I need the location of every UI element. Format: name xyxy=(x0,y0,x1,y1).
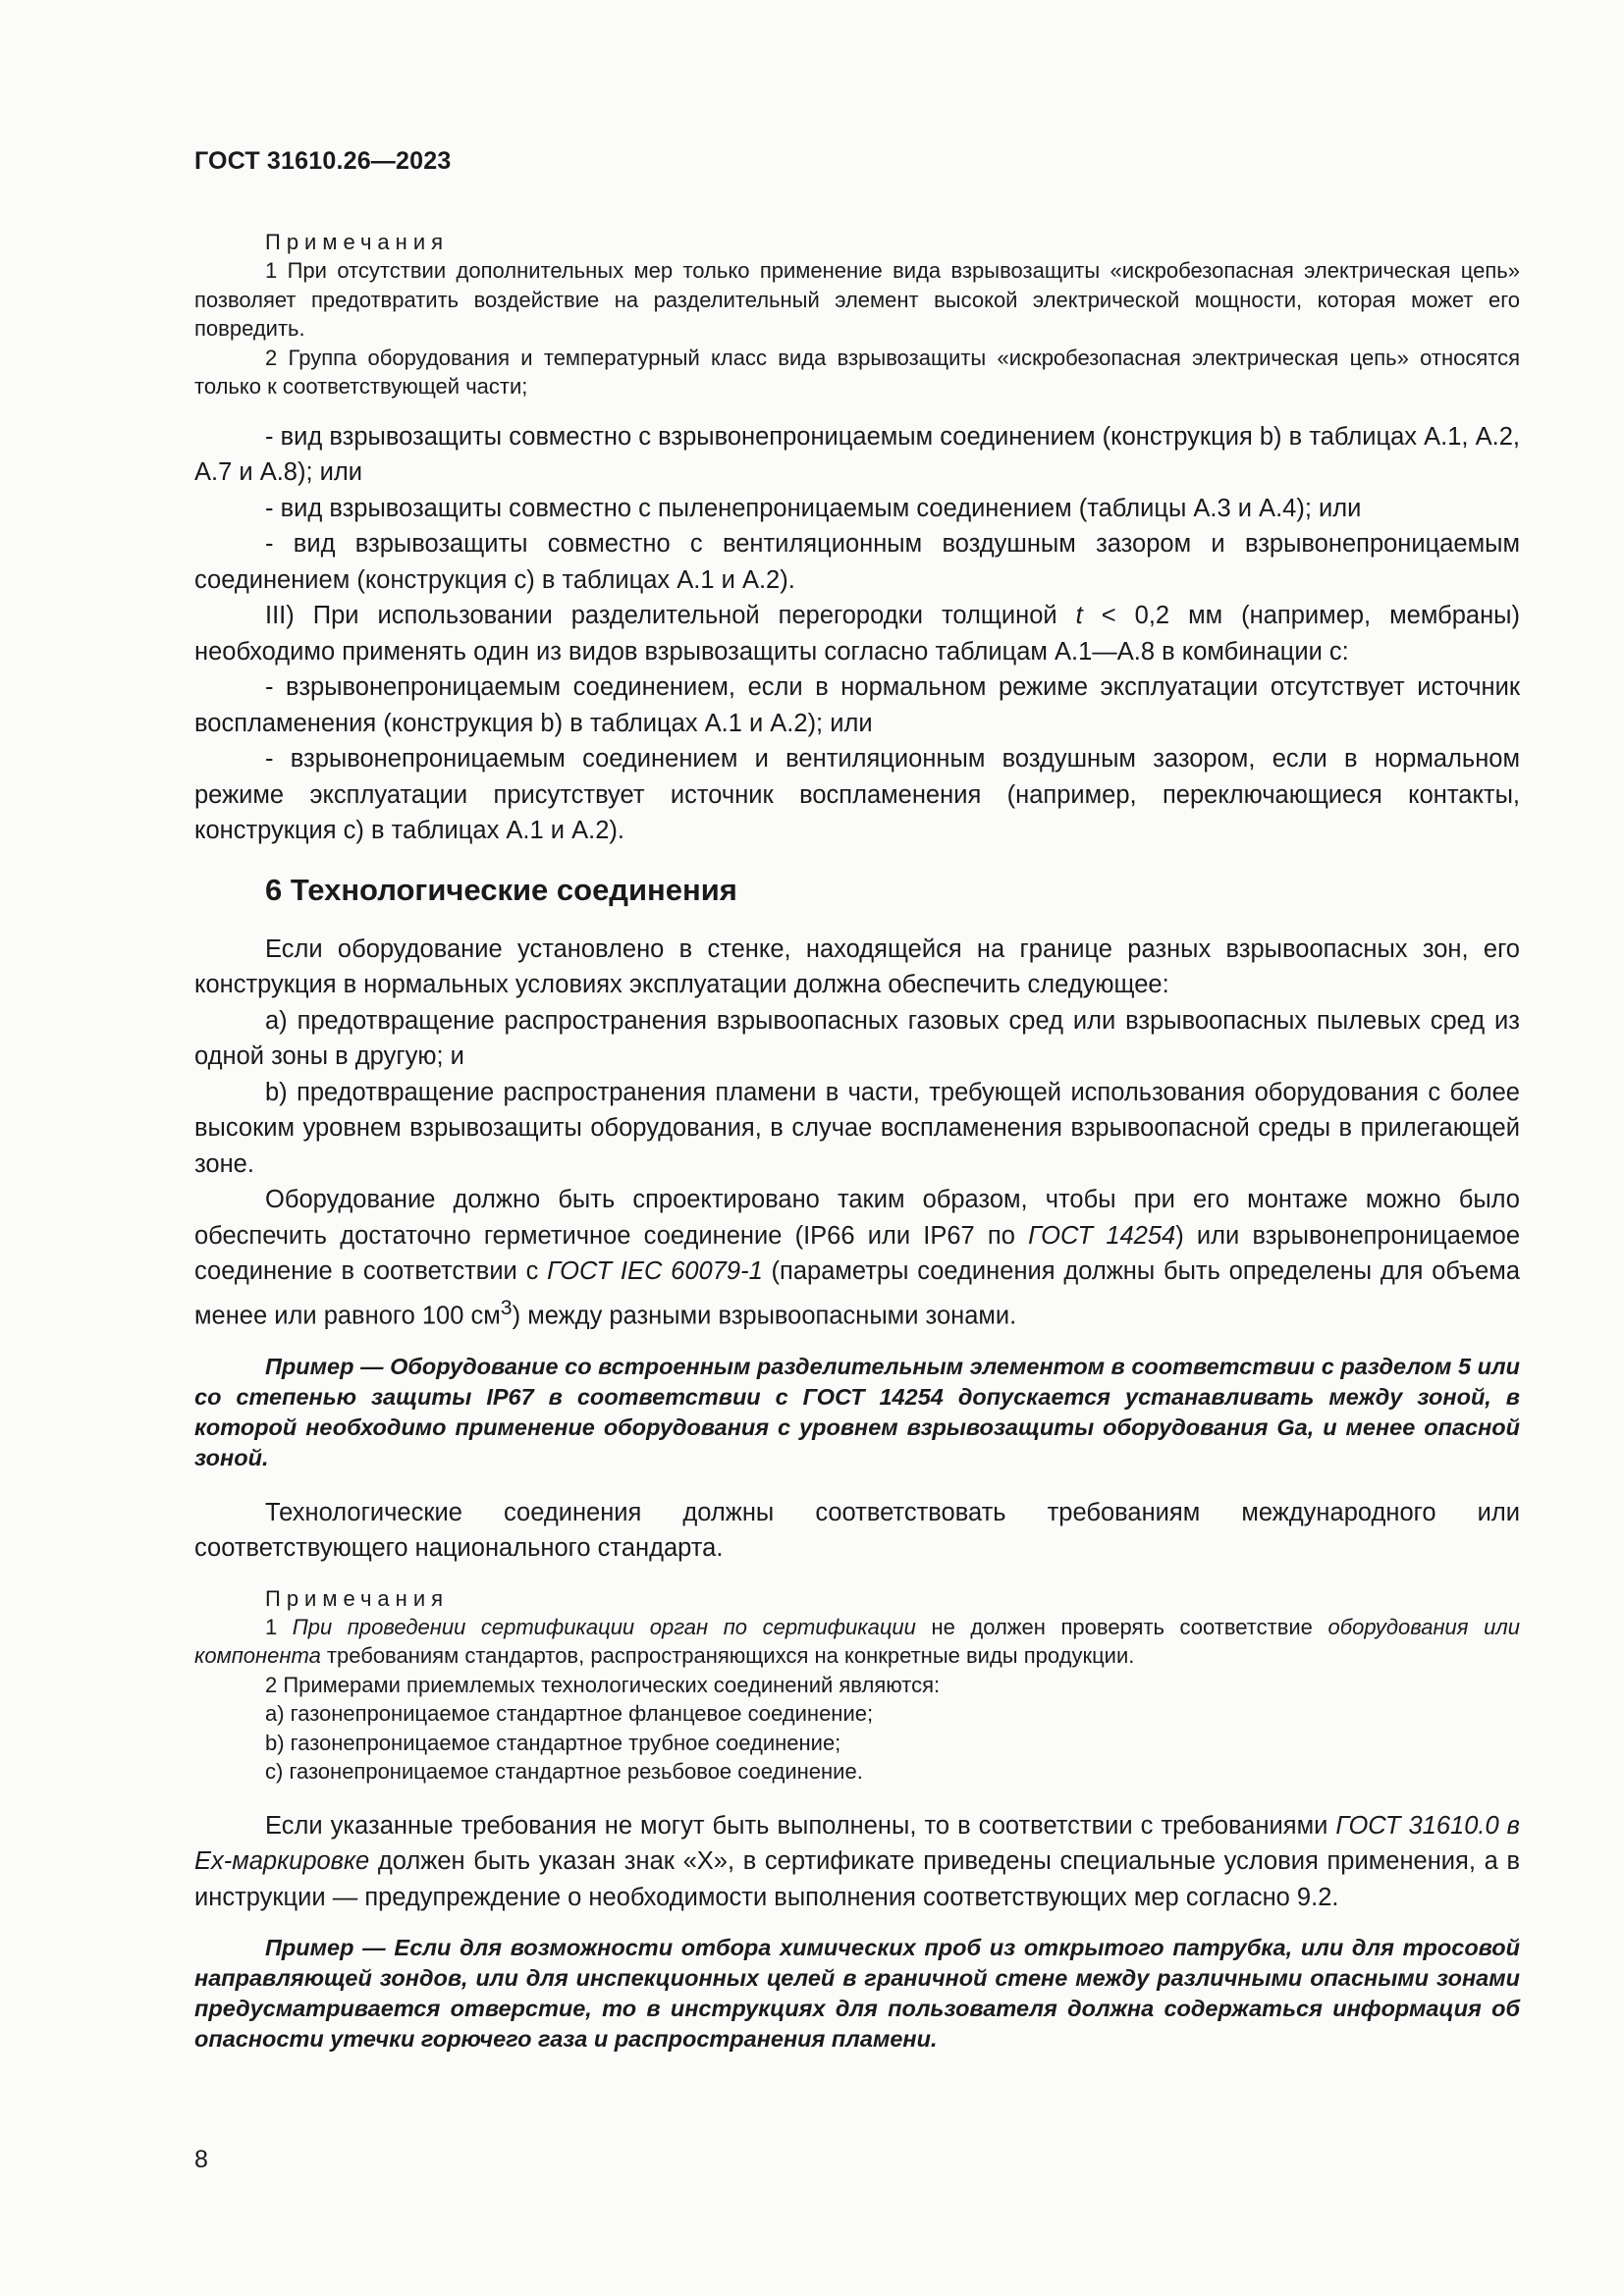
example-paragraph: Пример — Оборудование со встроенным разделительным элементом в соответствии с разделом 5 или со степенью защиты IP67 в соответствии с ГОСТ 14254 допускается устанавливать между зоной, в которой необходимо применение оборудования с уровнем взрывозащиты оборудования Ga, и менее опасной зоной. xyxy=(194,1353,1520,1470)
standard-header: ГОСТ 31610.26—2023 xyxy=(194,147,452,175)
note-item xyxy=(194,1613,1520,1671)
design-text-4: ) между разными взрывоопасными зонами. xyxy=(512,1302,1017,1329)
case-iii-paragraph xyxy=(194,598,1520,669)
requirement-b: b) предотвращение распространения пламени в части, требующей использования оборудования с более высоким уровнем взрывозащиты оборудования, в случае воспламенения взрывоопасной среды в прилегающей зоне. xyxy=(194,1078,1520,1178)
final-paragraph xyxy=(194,1808,1520,1916)
page-number: 8 xyxy=(194,2146,208,2173)
connection-option: c) газонепроницаемое стандартное резьбовое соединение. xyxy=(265,1759,863,1784)
reference-gost-31610-0: ГОСТ 31610.0 в Ex-маркировке xyxy=(194,1811,1520,1875)
compliance-paragraph: Технологические соединения должны соответствовать требованиям международного или соответствующего национального стандарта. xyxy=(194,1498,1520,1562)
note-text: требованиям стандартов, распространяющихся на конкретные виды продукции. xyxy=(320,1643,1135,1668)
page-content xyxy=(194,228,1520,2055)
connection-option: b) газонепроницаемое стандартное трубное соединение; xyxy=(265,1730,841,1755)
connection-option: a) газонепроницаемое стандартное фланцевое соединение; xyxy=(265,1701,874,1726)
section-intro: Если оборудование установлено в стенке, находящейся на границе разных взрывоопасных зон, его конструкция в нормальных условиях эксплуатации должна обеспечить следующее: xyxy=(194,934,1520,998)
requirement-a: a) предотвращение распространения взрывоопасных газовых сред или взрывоопасных пылевых сред из одной зоны в другую; и xyxy=(194,1006,1520,1070)
reference-gost-14254: ГОСТ 14254 xyxy=(1028,1221,1176,1250)
note-text: не должен проверять соответствие xyxy=(915,1614,1328,1639)
list-item: - взрывонепроницаемым соединением, если в нормальном режиме эксплуатации отсутствует источник воспламенения (конструкция b) в таблицах А.1 и А.2); или xyxy=(194,673,1520,737)
design-text-2: ) или взрывонепроницаемое соединение в соответствии с xyxy=(194,1221,1521,1285)
notes-title: Примечания xyxy=(265,1585,450,1611)
list-item: - вид взрывозащиты совместно с пыленепроницаемым соединением (таблицы А.3 и А.4); или xyxy=(265,494,1362,522)
thickness-symbol: t xyxy=(1075,602,1083,629)
notes-title: Примечания xyxy=(265,230,450,254)
case-iii-text-2: < 0,2 мм (например, мембраны) необходимо применять один из видов взрывозащиты согласно таблицам А.1—А.8 в комбинации с: xyxy=(194,602,1520,666)
reference-gost-iec-60079-1: ГОСТ IEC 60079-1 xyxy=(547,1257,763,1285)
design-paragraph xyxy=(194,1182,1520,1334)
list-item: - взрывонепроницаемым соединением и вентиляционным воздушным зазором, если в нормальном режиме эксплуатации присутствует источник воспламенения (например, переключающиеся контакты, конструкция c) в таблицах А.1 и А.2). xyxy=(194,745,1520,844)
note-item: 2 Примерами приемлемых технологических соединений являются: xyxy=(265,1672,941,1697)
note-number: 1 xyxy=(265,1614,293,1639)
note-item: 2 Группа оборудования и температурный класс вида взрывозащиты «искробезопасная электрическая цепь» относятся только к соответствующей части; xyxy=(194,345,1520,399)
note-item: 1 При отсутствии дополнительных мер только применение вида взрывозащиты «искробезопасная электрическая цепь» позволяет предотвратить воздействие на разделительный элемент высокой электрической мощности, которая может его повредить. xyxy=(194,258,1520,341)
list-item: - вид взрывозащиты совместно с вентиляционным воздушным зазором и взрывонепроницаемым соединением (конструкция c) в таблицах А.1 и А.2). xyxy=(194,530,1520,594)
example-paragraph: Пример — Если для возможности отбора химических проб из открытого патрубка, или для тросовой направляющей зондов, или для инспекционных целей в граничной стене между различными опасными зонами предусматривается отверстие, то в инструкциях для пользователя должна содержаться информация об опасности утечки горючего газа и распространения пламени. xyxy=(194,1935,1520,2052)
note-italic-term: оборудования или компонента xyxy=(194,1614,1520,1668)
final-text-1: Если указанные требования не могут быть выполнены, то в соответствии с требованиями xyxy=(265,1811,1336,1840)
list-item: - вид взрывозащиты совместно с взрывонепроницаемым соединением (конструкция b) в таблицах А.1, А.2, А.7 и А.8); или xyxy=(194,422,1520,486)
final-text-2: должен быть указан знак «X», в сертификате приведены специальные условия применения, а в инструкции — предупреждение о необходимости выполнения соответствующих мер согласно 9.2. xyxy=(194,1847,1520,1911)
design-text-1: Оборудование должно быть спроектировано таким образом, чтобы при его монтаже можно было обеспечить достаточно герметичное соединение (IP66 или IP67 по xyxy=(194,1186,1520,1250)
section-title: 6 Технологические соединения xyxy=(265,872,737,907)
design-text-3: (параметры соединения должны быть определены для объема менее или равного 100 см xyxy=(194,1257,1521,1329)
note-italic-term: При проведении сертификации орган по сертификации xyxy=(292,1614,916,1639)
case-iii-text-1: III) При использовании разделительной перегородки толщиной xyxy=(265,602,1076,629)
cubic-superscript: 3 xyxy=(500,1295,513,1319)
